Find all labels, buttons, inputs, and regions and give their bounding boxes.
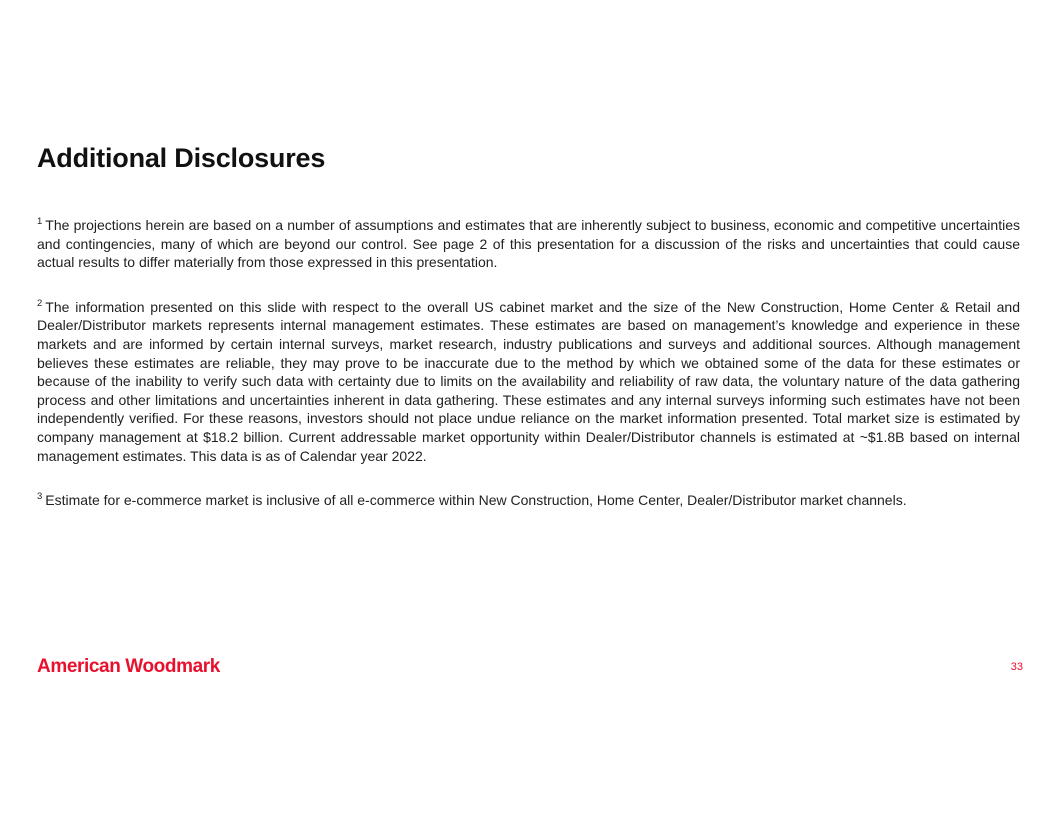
footnote-2-text: The information presented on this slide with respect to the overall US cabinet market and the size of the New Construction, Home Center & Retail and Dealer/Distributor markets represents internal management estimates. These estimates are based on management’s knowledge and experience in these markets and are informed by certain internal surveys, market research, industry publications and surveys and additional sources. Although management believes these estimates are reliable, they may prove to be inaccurate due to the method by which we obtained some of the data for these estimates or because of the inability to verify such data with certainty due to limits on the availability and reliability of raw data, the voluntary nature of the data gathering process and other limitations and uncertainties inherent in data gathering. These estimates and any internal surveys informing such estimates have not been independently verified. For these reasons, investors should not place undue reliance on the market information presented. Total market size is estimated by company management at $18.2 billion. Current addressable market opportunity within Dealer/Distributor channels is estimated at ~$1.8B based on internal management estimates. This data is as of Calendar year 2022.: [37, 298, 1020, 464]
disclosure-text-block: [37, 216, 1020, 536]
footnote-3-marker: 3: [37, 491, 43, 503]
slide-title: Additional Disclosures: [37, 143, 326, 173]
page-number: 33: [1010, 661, 1023, 673]
footnote-3-text: Estimate for e-commerce market is inclusive of all e-commerce within New Construction, Home Center, Dealer/Distributor market channels.: [45, 492, 907, 509]
footnote-2: [37, 298, 1020, 465]
footnote-2-marker: 2: [37, 298, 43, 310]
footnote-1-text: The projections herein are based on a number of assumptions and estimates that are inherently subject to business, economic and competitive uncertainties and contingencies, many of which are beyond our control. See page 2 of this presentation for a discussion of the risks and uncertainties that could cause actual results to differ materially from those expressed in this presentation.: [37, 217, 1020, 271]
american-woodmark-logo: American Woodmark: [37, 656, 220, 677]
footnote-1-marker: 1: [37, 216, 43, 228]
footnote-1: [37, 216, 1020, 272]
footnote-3: [37, 491, 1020, 510]
